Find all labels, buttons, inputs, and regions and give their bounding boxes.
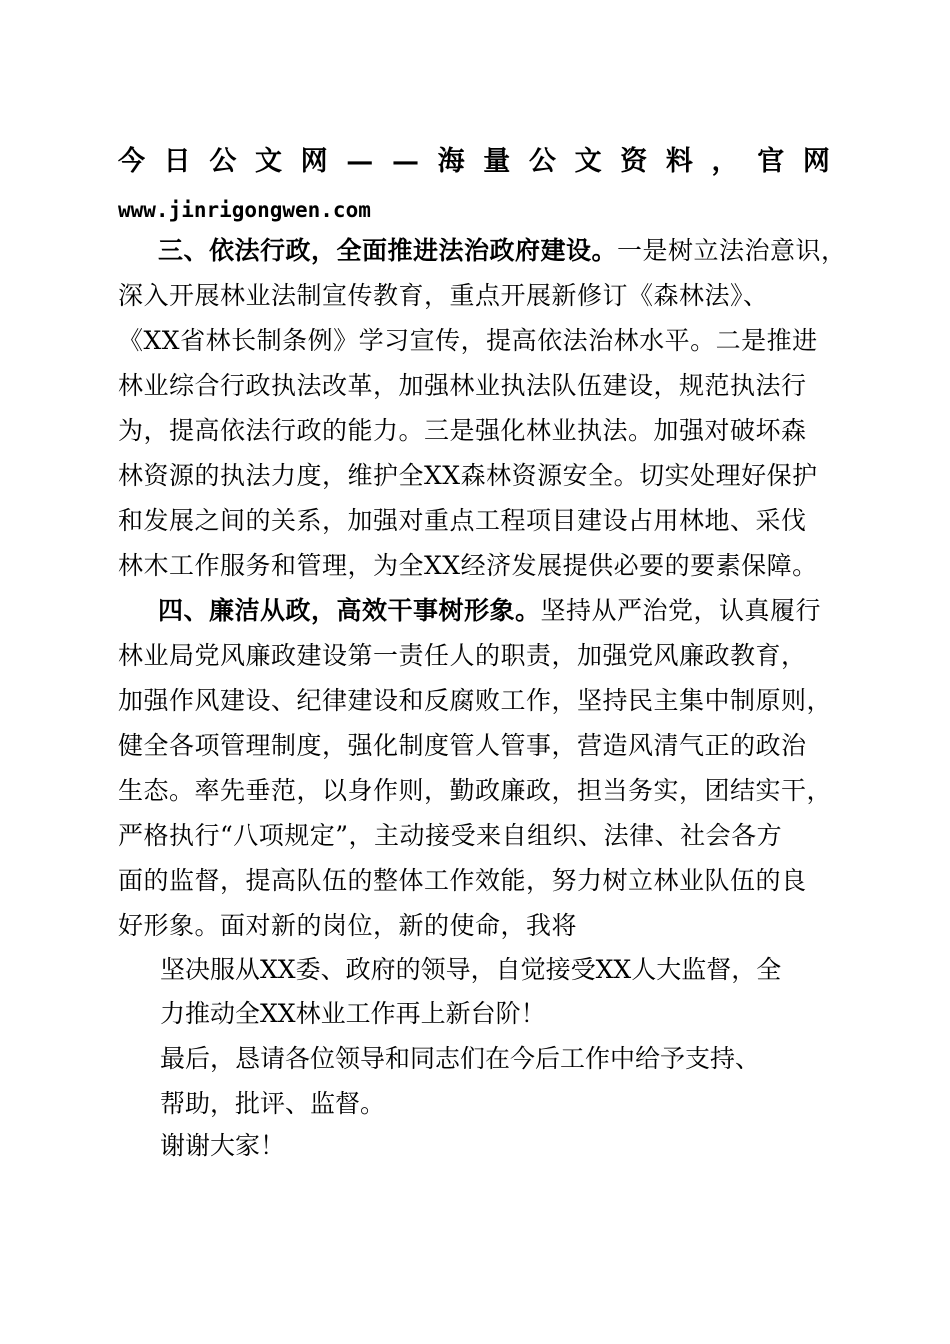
site-url: www.jinrigongwen.com xyxy=(118,198,371,222)
paragraph-line: 健全各项管理制度，强化制度管人管事，营造风清气正的政治 xyxy=(118,731,807,760)
closing-line: 谢谢大家！ xyxy=(160,1131,286,1160)
site-title-char: 公 xyxy=(209,146,237,177)
site-title-char: 公 xyxy=(528,146,556,177)
paragraph-line: 好形象。面对新的岗位，新的使命，我将 xyxy=(118,911,578,940)
site-title-char: — xyxy=(346,146,374,177)
closing-line: 帮助，批评、监督。 xyxy=(160,1089,386,1118)
site-title-char: 网 xyxy=(802,146,830,177)
paragraph-line: 严格执行“八项规定”，主动接受来自组织、法律、社会各方 xyxy=(118,821,783,850)
section-3-paragraph xyxy=(118,228,847,588)
paragraph-line: 为，提高依法行政的能力。三是强化林业执法。加强对破坏森 xyxy=(118,416,807,445)
paragraph-line: 林业综合行政执法改革，加强林业执法队伍建设，规范执法行 xyxy=(118,371,807,400)
site-title-char: 文 xyxy=(254,146,282,177)
section-4-paragraph xyxy=(118,588,832,948)
site-title-char: 文 xyxy=(574,146,602,177)
paragraph-line: 一是树立法治意识， xyxy=(617,236,847,265)
site-title-char: 官 xyxy=(757,146,785,177)
paragraph-line: 《XX省林长制条例》学习宣传，提高依法治林水平。二是推进 xyxy=(118,326,818,355)
paragraph-line: 坚持从严治党，认真履行 xyxy=(540,596,822,625)
paragraph-line: 生态。率先垂范，以身作则，勤政廉政，担当务实，团结实干， xyxy=(118,776,833,805)
site-title-char: 海 xyxy=(437,146,465,177)
site-title-char: — xyxy=(391,146,419,177)
section-3-first-line xyxy=(118,228,847,273)
paragraph-line: 林资源的执法力度，维护全XX森林资源安全。切实处理好保护 xyxy=(118,461,818,490)
section-4-first-line xyxy=(118,588,832,633)
site-title-char: 日 xyxy=(163,146,191,177)
paragraph-line: 林业局党风廉政建设第一责任人的职责，加强党风廉政教育， xyxy=(118,641,807,670)
site-title-char: 量 xyxy=(483,146,511,177)
paragraph-line: 加强作风建设、纪律建设和反腐败工作，坚持民主集中制原则， xyxy=(118,686,833,715)
closing-line: 最后，恳请各位领导和同志们在今后工作中给予支持、 xyxy=(160,1044,761,1073)
closing-line: 力推动全XX林业工作再上新台阶！ xyxy=(160,999,546,1028)
site-title-char: ， xyxy=(711,146,739,177)
section-3-heading: 三、依法行政，全面推进法治政府建设。 xyxy=(158,236,618,265)
paragraph-line: 深入开展林业法制宣传教育，重点开展新修订《森林法》、 xyxy=(118,281,769,310)
site-title-char: 资 xyxy=(620,146,648,177)
paragraph-line: 和发展之间的关系，加强对重点工程项目建设占用林地、采伐 xyxy=(118,506,807,535)
closing-line: 坚决服从XX委、政府的领导，自觉接受XX人大监督，全 xyxy=(160,955,782,984)
site-title-char: 料 xyxy=(665,146,693,177)
site-title-char: 今 xyxy=(118,146,145,177)
section-4-heading: 四、廉洁从政，高效干事树形象。 xyxy=(158,596,541,625)
site-title xyxy=(118,142,830,182)
paragraph-line: 面的监督，提高队伍的整体工作效能，努力树立林业队伍的良 xyxy=(118,866,807,895)
paragraph-line: 林木工作服务和管理，为全XX经济发展提供必要的要素保障。 xyxy=(118,551,818,580)
site-title-char: 网 xyxy=(300,146,328,177)
